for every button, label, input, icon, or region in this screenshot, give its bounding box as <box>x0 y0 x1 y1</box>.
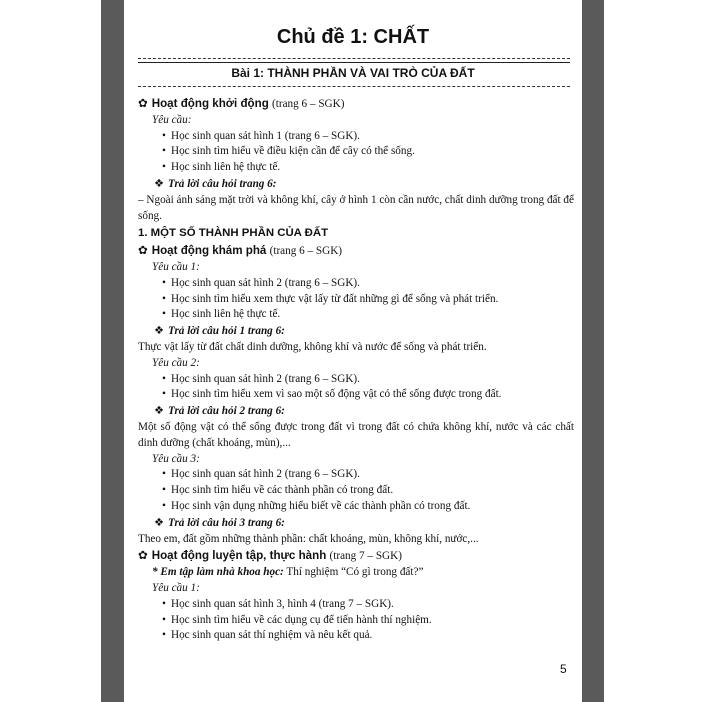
diamond-icon: ❖ <box>154 176 165 190</box>
list-item: • Học sinh tìm hiểu về điều kiện cần để cây có thể sống. <box>138 144 574 160</box>
list-item: • Học sinh vận dụng những hiểu biết về các thành phần có trong đất. <box>138 499 574 515</box>
requirement-label: Yêu cầu 1: <box>152 581 200 594</box>
list-item: • Học sinh quan sát hình 1 (trang 6 – SGK). <box>138 129 574 145</box>
bullet-icon: • <box>162 499 166 512</box>
flower-icon: ✿ <box>138 243 148 258</box>
divider-bottom <box>138 86 570 87</box>
section-heading: 1. MỘT SỐ THÀNH PHẦN CỦA ĐẤT <box>138 227 329 240</box>
list-item: • Học sinh tìm hiểu xem vì sao một số động vật có thể sống được trong đất. <box>138 387 574 403</box>
list-item: • Học sinh quan sát hình 2 (trang 6 – SGK). <box>138 276 574 292</box>
requirement-label: Yêu cầu 2: <box>152 356 200 369</box>
diamond-icon: ❖ <box>154 324 165 338</box>
bullet-icon: • <box>162 145 166 158</box>
bullet-icon: • <box>162 388 166 401</box>
list-item: • Học sinh tìm hiểu về các thành phần có trong đất. <box>138 483 574 499</box>
answer-heading: ❖ Trả lời câu hỏi trang 6: <box>154 176 277 190</box>
bullet-icon: • <box>162 161 166 174</box>
experiment-line: * Em tập làm nhà khoa học: Thí nghiệm “Có gì trong đất?” <box>152 566 424 579</box>
requirement-label: Yêu cầu 1: <box>152 260 200 273</box>
list-item: • Học sinh tìm hiểu về các dụng cụ để tiến hành thí nghiệm. <box>138 613 574 629</box>
diamond-icon: ❖ <box>154 515 165 529</box>
answer-text: Theo em, đất gồm những thành phần: chất khoáng, mùn, không khí, nước,... <box>138 532 479 545</box>
answer-text: – Ngoài ánh sáng mặt trời và không khí, cây ở hình 1 còn cần nước, chất dinh dưỡng trong đất để sống. <box>138 193 574 222</box>
right-dark-border <box>582 0 604 702</box>
activity-heading: ✿ Hoạt động khởi động (trang 6 – SGK) <box>138 96 345 110</box>
bullet-icon: • <box>162 372 166 385</box>
list-item: • Học sinh quan sát hình 2 (trang 6 – SGK). <box>138 372 574 388</box>
list-item: • Học sinh quan sát hình 3, hình 4 (trang 7 – SGK). <box>138 597 574 613</box>
answer-heading: ❖ Trả lời câu hỏi 1 trang 6: <box>154 324 285 338</box>
bullet-icon: • <box>162 129 166 142</box>
list-item: • Học sinh liên hệ thực tế. <box>138 160 574 176</box>
list-item: • Học sinh liên hệ thực tế. <box>138 307 574 323</box>
answer-heading: ❖ Trả lời câu hỏi 3 trang 6: <box>154 515 285 529</box>
divider-top-solid <box>138 62 570 63</box>
document-page <box>124 0 582 702</box>
requirement-label: Yêu cầu 3: <box>152 452 200 465</box>
bullet-icon: • <box>162 613 166 626</box>
bullet-icon: • <box>162 484 166 497</box>
bullet-icon: • <box>162 276 166 289</box>
diamond-icon: ❖ <box>154 404 165 418</box>
bullet-icon: • <box>162 468 166 481</box>
requirement-label: Yêu cầu: <box>152 113 192 126</box>
page-number: 5 <box>560 662 567 676</box>
bullet-icon: • <box>162 292 166 305</box>
activity-heading: ✿ Hoạt động luyện tập, thực hành (trang 7 – SGK) <box>138 548 402 563</box>
answer-text: Một số động vật có thể sống được trong đất vì trong đất có chứa không khí, nước và các chất dinh dưỡng (chất khoáng, mùn),... <box>138 420 574 449</box>
list-item: • Học sinh tìm hiểu xem thực vật lấy từ đất những gì để sống và phát triển. <box>138 292 574 308</box>
bullet-icon: • <box>162 629 166 642</box>
bullet-icon: • <box>162 308 166 321</box>
list-item: • Học sinh quan sát hình 2 (trang 6 – SGK). <box>138 467 574 483</box>
answer-text: Thực vật lấy từ đất chất dinh dưỡng, không khí và nước để sống và phát triển. <box>138 340 487 353</box>
chapter-title: Chủ đề 1: CHẤT <box>276 26 430 48</box>
left-dark-border <box>101 0 124 702</box>
list-item: • Học sinh quan sát thí nghiệm và nêu kết quả. <box>138 628 574 644</box>
lesson-title: Bài 1: THÀNH PHẦN VÀ VAI TRÒ CỦA ĐẤT <box>231 66 475 80</box>
flower-icon: ✿ <box>138 96 148 110</box>
left-margin <box>0 0 101 702</box>
lesson-content <box>138 95 574 644</box>
flower-icon: ✿ <box>138 548 148 563</box>
activity-heading: ✿ Hoạt động khám phá (trang 6 – SGK) <box>138 243 343 258</box>
answer-heading: ❖ Trả lời câu hỏi 2 trang 6: <box>154 404 285 418</box>
divider-top <box>138 58 570 59</box>
bullet-icon: • <box>162 597 166 610</box>
